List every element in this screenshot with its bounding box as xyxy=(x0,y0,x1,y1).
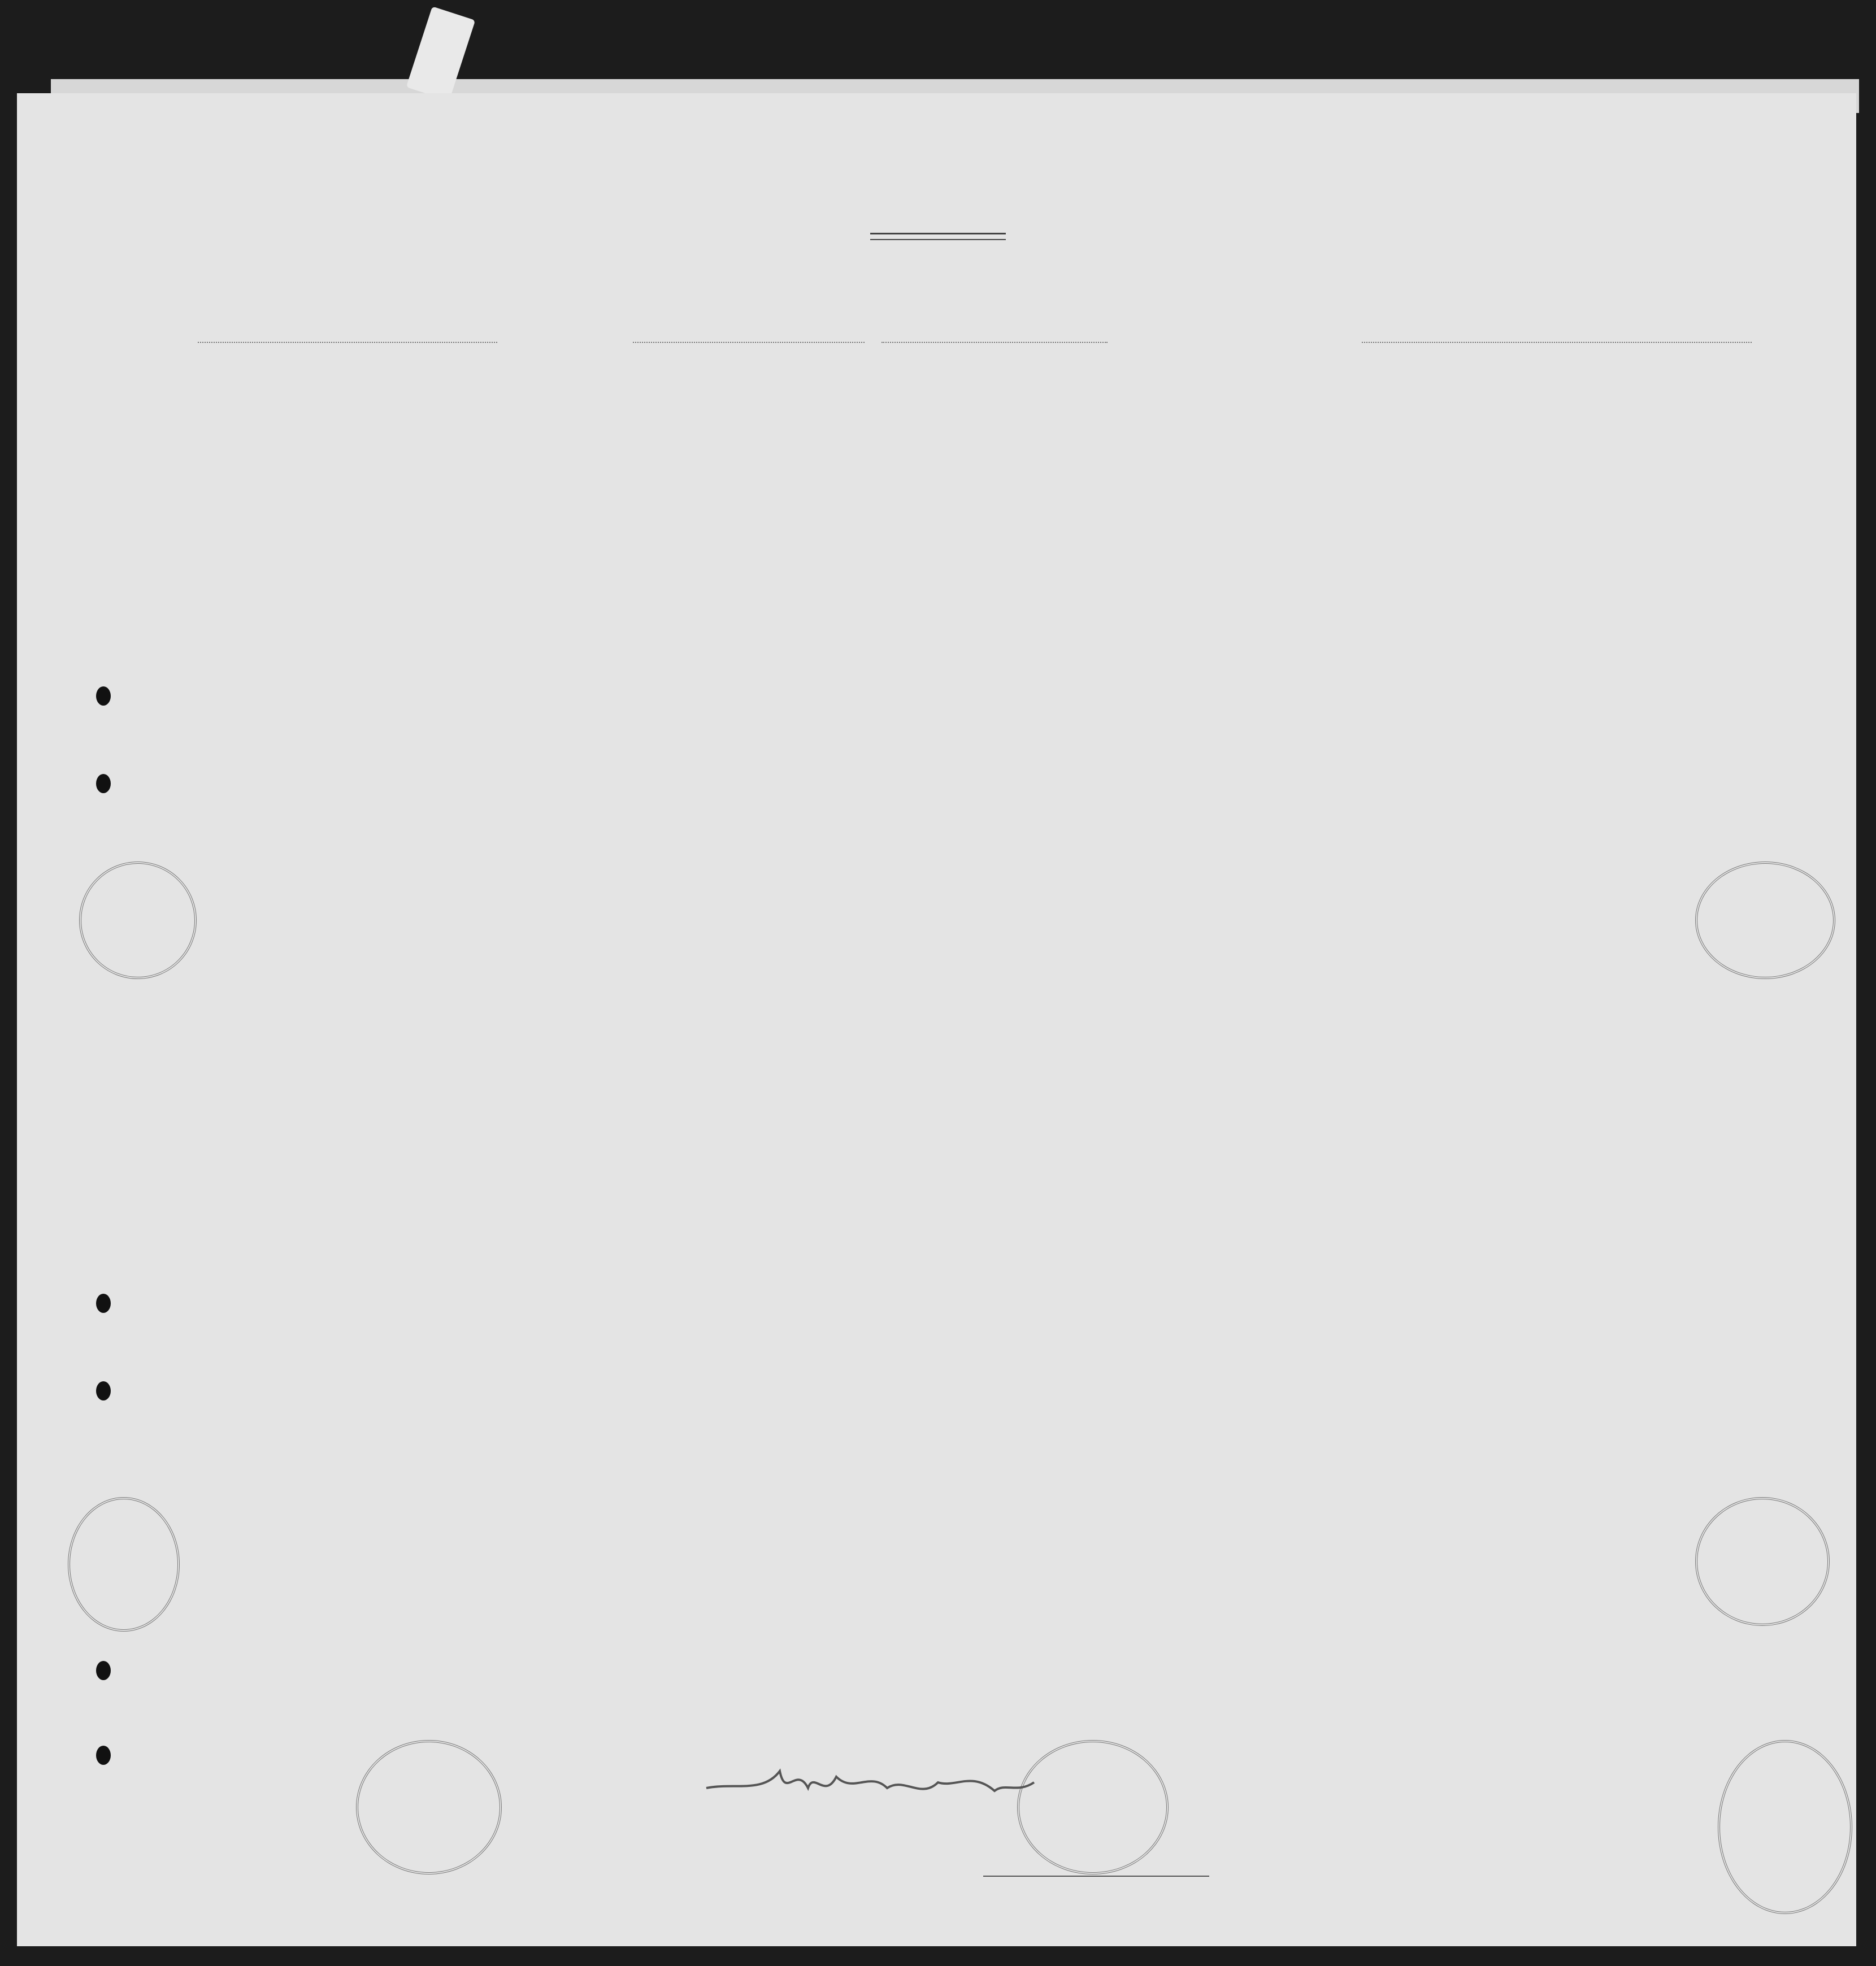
punch-hole xyxy=(96,1661,111,1680)
inspector-signature xyxy=(701,1748,1040,1811)
inspector-label xyxy=(983,1876,1209,1879)
punch-hole xyxy=(96,1746,111,1765)
punch-hole xyxy=(96,1381,111,1400)
consulate-seal xyxy=(79,862,197,979)
consulate-seal xyxy=(68,1497,180,1632)
punch-hole xyxy=(96,1294,111,1313)
punch-hole xyxy=(96,774,111,793)
consulate-seal xyxy=(1695,1497,1830,1626)
consulate-seal xyxy=(356,1740,502,1874)
punch-hole xyxy=(96,686,111,706)
consulate-seal xyxy=(1017,1740,1169,1874)
consulate-seal xyxy=(1718,1740,1852,1914)
consulate-seal xyxy=(1695,862,1835,979)
